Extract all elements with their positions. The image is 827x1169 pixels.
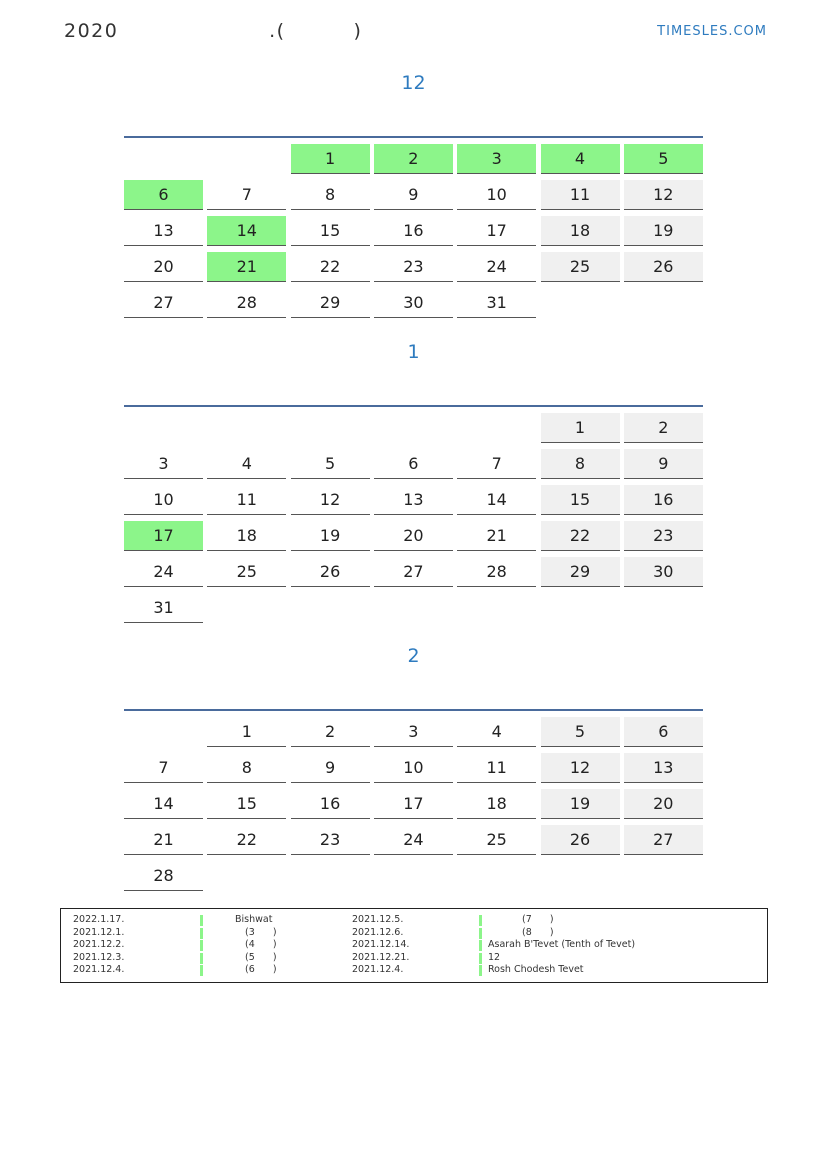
day-cell: 21 <box>124 825 203 855</box>
day-cell: 11 <box>207 485 286 515</box>
day-cell: 25 <box>541 252 620 282</box>
legend-marker <box>200 953 203 964</box>
legend-name: Rosh Chodesh Tevet <box>488 964 584 975</box>
day-cell: 18 <box>207 521 286 551</box>
day-cell: 19 <box>624 216 703 246</box>
day-cell: 27 <box>374 557 453 587</box>
day-cell: 24 <box>374 825 453 855</box>
day-cell: 6 <box>624 717 703 747</box>
month-rule <box>124 405 703 407</box>
month-title: 12 <box>401 72 426 94</box>
month-rule <box>124 136 703 138</box>
site-link[interactable]: TIMESLES.COM <box>657 24 767 39</box>
day-cell: 26 <box>291 557 370 587</box>
day-cell: 16 <box>291 789 370 819</box>
day-cell: 10 <box>124 485 203 515</box>
legend-date: 2021.12.1. <box>73 926 125 938</box>
day-cell: 17 <box>124 521 203 551</box>
day-cell: 17 <box>457 216 536 246</box>
day-cell: 26 <box>624 252 703 282</box>
day-cell: 8 <box>207 753 286 783</box>
legend-marker <box>200 965 203 976</box>
legend-marker <box>200 940 203 951</box>
day-cell: 1 <box>207 717 286 747</box>
day-cell: 8 <box>291 180 370 210</box>
day-cell: 27 <box>624 825 703 855</box>
legend-marker <box>479 928 482 939</box>
day-cell: 30 <box>624 557 703 587</box>
day-cell: 10 <box>374 753 453 783</box>
day-cell: 14 <box>124 789 203 819</box>
day-cell: 9 <box>624 449 703 479</box>
day-cell: 7 <box>124 753 203 783</box>
day-cell: 9 <box>291 753 370 783</box>
day-cell: 27 <box>124 288 203 318</box>
day-cell: 28 <box>207 288 286 318</box>
day-cell: 23 <box>291 825 370 855</box>
legend-date: 2021.12.5. <box>352 914 404 925</box>
legend-marker <box>479 965 482 976</box>
day-cell: 20 <box>624 789 703 819</box>
legend-marker <box>200 915 203 926</box>
day-cell: 17 <box>374 789 453 819</box>
legend-date: 2021.12.21. <box>352 951 410 963</box>
day-cell: 11 <box>457 753 536 783</box>
legend-name: 12 <box>488 951 501 963</box>
month-title: 2 <box>407 645 420 667</box>
day-cell: 23 <box>374 252 453 282</box>
day-cell: 12 <box>291 485 370 515</box>
day-cell: 29 <box>541 557 620 587</box>
legend-marker <box>479 953 482 964</box>
legend-date: 2021.12.4. <box>352 964 404 975</box>
day-cell: 3 <box>374 717 453 747</box>
legend-name: (7 ) <box>522 914 554 925</box>
day-cell: 5 <box>541 717 620 747</box>
day-cell: 2 <box>291 717 370 747</box>
day-cell: 10 <box>457 180 536 210</box>
day-cell: 22 <box>207 825 286 855</box>
day-cell: 6 <box>124 180 203 210</box>
day-cell: 5 <box>291 449 370 479</box>
legend-date: 2021.12.4. <box>73 964 125 975</box>
legend-name: Bishwat <box>235 914 273 925</box>
legend-name: (4 ) <box>245 939 277 950</box>
day-cell: 20 <box>124 252 203 282</box>
day-cell: 2 <box>374 144 453 174</box>
month-rule <box>124 709 703 711</box>
day-cell: 13 <box>374 485 453 515</box>
day-cell: 5 <box>624 144 703 174</box>
day-cell: 3 <box>457 144 536 174</box>
legend-name: (3 ) <box>245 926 277 938</box>
legend-name: (5 ) <box>245 951 277 963</box>
day-cell: 24 <box>124 557 203 587</box>
day-cell: 13 <box>124 216 203 246</box>
day-cell: 18 <box>541 216 620 246</box>
day-cell: 18 <box>457 789 536 819</box>
day-cell: 3 <box>124 449 203 479</box>
legend-marker <box>200 928 203 939</box>
day-cell: 28 <box>124 861 203 891</box>
day-cell: 15 <box>207 789 286 819</box>
legend-date: 2021.12.6. <box>352 926 404 938</box>
day-cell: 13 <box>624 753 703 783</box>
day-cell: 20 <box>374 521 453 551</box>
day-cell: 6 <box>374 449 453 479</box>
day-cell: 21 <box>457 521 536 551</box>
day-cell: 31 <box>124 593 203 623</box>
day-cell: 11 <box>541 180 620 210</box>
legend-name: (6 ) <box>245 964 277 975</box>
day-cell: 14 <box>207 216 286 246</box>
holiday-legend <box>60 908 768 983</box>
legend-date: 2022.1.17. <box>73 914 125 925</box>
month-title: 1 <box>407 341 420 363</box>
day-cell: 16 <box>374 216 453 246</box>
day-cell: 19 <box>541 789 620 819</box>
day-cell: 26 <box>541 825 620 855</box>
day-cell: 4 <box>207 449 286 479</box>
day-cell: 19 <box>291 521 370 551</box>
legend-date: 2021.12.2. <box>73 939 125 950</box>
day-cell: 28 <box>457 557 536 587</box>
day-cell: 4 <box>541 144 620 174</box>
legend-marker <box>479 940 482 951</box>
day-cell: 23 <box>624 521 703 551</box>
day-cell: 1 <box>541 413 620 443</box>
legend-name: Asarah B'Tevet (Tenth of Tevet) <box>488 939 636 950</box>
day-cell: 25 <box>207 557 286 587</box>
day-cell: 16 <box>624 485 703 515</box>
day-cell: 4 <box>457 717 536 747</box>
day-cell: 8 <box>541 449 620 479</box>
day-cell: 15 <box>541 485 620 515</box>
day-cell: 15 <box>291 216 370 246</box>
legend-date: 2021.12.14. <box>352 939 410 950</box>
day-cell: 29 <box>291 288 370 318</box>
day-cell: 14 <box>457 485 536 515</box>
day-cell: 9 <box>374 180 453 210</box>
day-cell: 12 <box>541 753 620 783</box>
document-title: 2020 .( ) <box>64 20 363 42</box>
day-cell: 12 <box>624 180 703 210</box>
day-cell: 21 <box>207 252 286 282</box>
day-cell: 24 <box>457 252 536 282</box>
day-cell: 31 <box>457 288 536 318</box>
day-cell: 2 <box>624 413 703 443</box>
day-cell: 30 <box>374 288 453 318</box>
day-cell: 22 <box>541 521 620 551</box>
day-cell: 1 <box>291 144 370 174</box>
legend-marker <box>479 915 482 926</box>
day-cell: 25 <box>457 825 536 855</box>
day-cell: 7 <box>457 449 536 479</box>
day-cell: 7 <box>207 180 286 210</box>
legend-date: 2021.12.3. <box>73 951 125 963</box>
legend-name: (8 ) <box>522 926 554 938</box>
day-cell: 22 <box>291 252 370 282</box>
